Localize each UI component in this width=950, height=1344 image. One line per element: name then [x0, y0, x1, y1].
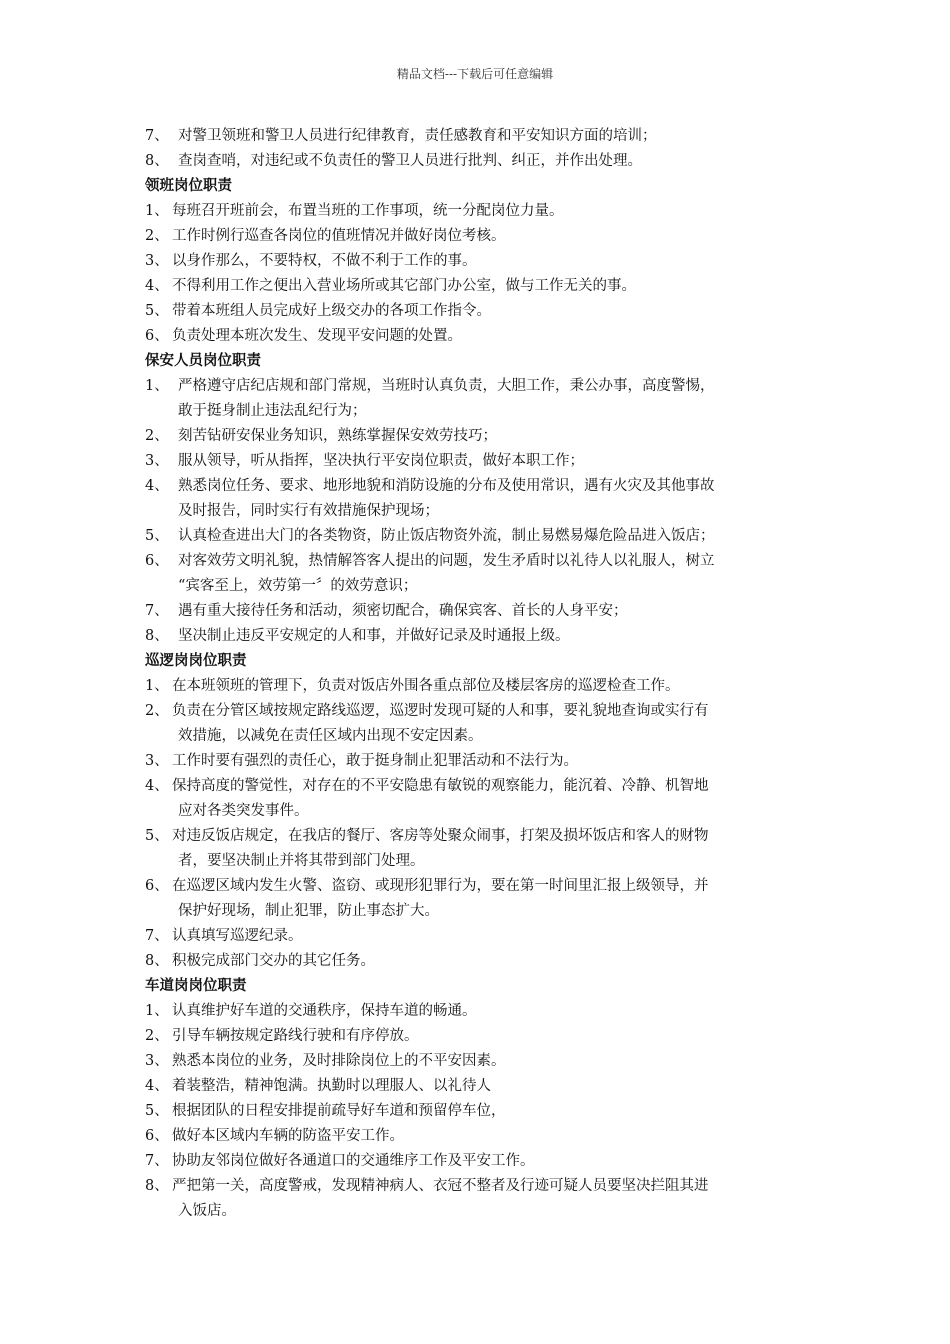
list-item — [145, 1099, 810, 1124]
list-item-number: 2、 — [145, 703, 169, 719]
list-item-number: 4、 — [145, 778, 169, 794]
list-item-number: 7、 — [145, 603, 169, 619]
list-item — [145, 1124, 810, 1149]
list-item-text: 严把第一关，高度警戒，发现精神病人、衣冠不整者及行迹可疑人员要坚决拦阻其进 — [172, 1178, 709, 1194]
list-item-text: 查岗查哨，对违纪或不负责任的警卫人员进行批判、纠正，并作出处理。 — [178, 153, 642, 169]
document-body — [145, 124, 810, 1224]
list-item-number: 2、 — [145, 428, 169, 444]
list-item-text: 服从领导，听从指挥，坚决执行平安岗位职责，做好本职工作； — [178, 453, 584, 469]
list-item-text: 在本班领班的管理下，负责对饭店外围各重点部位及楼层客房的巡逻检查工作。 — [172, 678, 680, 694]
list-item — [145, 474, 810, 499]
list-item-text: 着装整浩，精神饱满。执勤时以理服人、以礼待人 — [172, 1078, 491, 1094]
list-item-text: 对违反饭店规定，在我店的餐厅、客房等处聚众闹事，打架及损坏饭店和客人的财物 — [172, 828, 709, 844]
list-item-number: 3、 — [145, 253, 169, 269]
list-item-number: 8、 — [145, 953, 169, 969]
list-item-number: 5、 — [145, 1103, 169, 1119]
list-item — [145, 749, 810, 774]
list-item-number: 8、 — [145, 1178, 169, 1194]
list-item-number: 6、 — [145, 1128, 169, 1144]
list-item-text: 认真填写巡逻纪录。 — [172, 928, 303, 944]
list-item — [145, 924, 810, 949]
list-item-number: 4、 — [145, 278, 169, 294]
list-item-number: 7、 — [145, 1153, 169, 1169]
list-item — [145, 1024, 810, 1049]
list-item-number: 8、 — [145, 153, 169, 169]
list-item-number: 2、 — [145, 228, 169, 244]
list-item-text: 根据团队的日程安排提前疏导好车道和预留停车位， — [172, 1103, 506, 1119]
list-item-text: 负责处理本班次发生、发现平安问题的处置。 — [172, 328, 462, 344]
list-item-number: 3、 — [145, 453, 169, 469]
list-item — [145, 274, 810, 299]
list-item-number: 5、 — [145, 828, 169, 844]
list-item-text: 负责在分管区域按规定路线巡逻，巡逻时发现可疑的人和事，要礼貌地查询或实行有 — [172, 703, 709, 719]
list-item — [145, 1074, 810, 1099]
list-item-text: 严格遵守店纪店规和部门常规，当班时认真负责，大胆工作，秉公办事，高度警惕， — [178, 378, 715, 394]
list-item-text: 对警卫领班和警卫人员进行纪律教育，责任感教育和平安知识方面的培训； — [178, 128, 657, 144]
list-item — [145, 324, 810, 349]
list-item — [145, 699, 810, 724]
list-item-text: 协助友邻岗位做好各通道口的交通维序工作及平安工作。 — [172, 1153, 535, 1169]
list-item — [145, 299, 810, 324]
list-item-number: 5、 — [145, 528, 169, 544]
list-item-number: 6、 — [145, 328, 169, 344]
list-item-continuation: 及时报告，同时实行有效措施保护现场； — [178, 503, 439, 519]
list-item — [145, 124, 810, 149]
list-item — [145, 1174, 810, 1199]
list-item — [145, 549, 810, 574]
section-heading: 领班岗位职责 — [145, 178, 232, 194]
list-item-continuation: 敢于挺身制止违法乱纪行为； — [178, 403, 367, 419]
list-item-text: 保持高度的警觉性，对存在的不平安隐患有敏锐的观察能力，能沉着、冷静、机智地 — [172, 778, 709, 794]
list-item-text: 工作时例行巡查各岗位的值班情况并做好岗位考核。 — [172, 228, 506, 244]
list-item-number: 3、 — [145, 753, 169, 769]
list-item-text: 不得利用工作之便出入营业场所或其它部门办公室，做与工作无关的事。 — [172, 278, 636, 294]
list-item — [145, 874, 810, 899]
list-item-number: 5、 — [145, 303, 169, 319]
list-item — [145, 999, 810, 1024]
section-heading: 车道岗岗位职责 — [145, 978, 247, 994]
list-item — [145, 449, 810, 474]
list-item-continuation: 保护好现场，制止犯罪，防止事态扩大。 — [178, 903, 439, 919]
list-item — [145, 224, 810, 249]
list-item — [145, 1049, 810, 1074]
list-item-number: 3、 — [145, 1053, 169, 1069]
list-item-text: 积极完成部门交办的其它任务。 — [172, 953, 375, 969]
list-item-number: 8、 — [145, 628, 169, 644]
list-item-continuation: 者，要坚决制止并将其带到部门处理。 — [178, 853, 425, 869]
list-item-number: 1、 — [145, 1003, 169, 1019]
list-item — [145, 674, 810, 699]
list-item-text: 以身作那么，不要特权，不做不利于工作的事。 — [172, 253, 477, 269]
list-item — [145, 774, 810, 799]
list-item — [145, 149, 810, 174]
list-item-number: 2、 — [145, 1028, 169, 1044]
list-item — [145, 199, 810, 224]
list-item-number: 4、 — [145, 478, 169, 494]
list-item — [145, 424, 810, 449]
list-item-continuation: 应对各类突发事件。 — [178, 803, 309, 819]
list-item-number: 7、 — [145, 928, 169, 944]
list-item-text: 对客效劳文明礼貌，热情解答客人提出的问题，发生矛盾时以礼待人以礼服人，树立 — [178, 553, 715, 569]
list-item-text: 在巡逻区域内发生火警、盗窃、或现形犯罪行为，要在第一时间里汇报上级领导，并 — [172, 878, 709, 894]
section-heading: 巡逻岗岗位职责 — [145, 653, 247, 669]
list-item-text: 坚决制止违反平安规定的人和事，并做好记录及时通报上级。 — [178, 628, 570, 644]
list-item-text: 每班召开班前会，布置当班的工作事项，统一分配岗位力量。 — [172, 203, 564, 219]
list-item-text: 认真维护好车道的交通秩序，保持车道的畅通。 — [172, 1003, 477, 1019]
list-item-text: 熟悉本岗位的业务，及时排除岗位上的不平安因素。 — [172, 1053, 506, 1069]
list-item-number: 6、 — [145, 878, 169, 894]
list-item-number: 4、 — [145, 1078, 169, 1094]
list-item — [145, 624, 810, 649]
list-item-continuation: 入饭店。 — [178, 1203, 236, 1219]
list-item — [145, 249, 810, 274]
list-item-text: 做好本区域内车辆的防盗平安工作。 — [172, 1128, 404, 1144]
list-item-number: 7、 — [145, 128, 169, 144]
list-item — [145, 824, 810, 849]
list-item-text: 刻苦钻研安保业务知识，熟练掌握保安效劳技巧； — [178, 428, 497, 444]
list-item — [145, 599, 810, 624]
list-item-text: 遇有重大接待任务和活动，须密切配合，确保宾客、首长的人身平安； — [178, 603, 628, 619]
list-item-text: 带着本班组人员完成好上级交办的各项工作指令。 — [172, 303, 491, 319]
list-item — [145, 949, 810, 974]
list-item — [145, 374, 810, 399]
list-item-continuation: 效措施，以减免在责任区域内出现不安定因素。 — [178, 728, 483, 744]
section-heading: 保安人员岗位职责 — [145, 353, 261, 369]
list-item — [145, 524, 810, 549]
list-item-continuation: “宾客至上，效劳第一〞的效劳意识； — [178, 578, 418, 594]
list-item-text: 引导车辆按规定路线行驶和有序停放。 — [172, 1028, 419, 1044]
page-header: 精品文档---下载后可任意编辑 — [396, 67, 554, 81]
list-item-number: 1、 — [145, 678, 169, 694]
list-item-text: 认真检查进出大门的各类物资，防止饭店物资外流，制止易燃易爆危险品进入饭店； — [178, 528, 715, 544]
list-item-text: 熟悉岗位任务、要求、地形地貌和消防设施的分布及使用常识，遇有火灾及其他事故 — [178, 478, 715, 494]
list-item-text: 工作时要有强烈的责任心，敢于挺身制止犯罪活动和不法行为。 — [172, 753, 578, 769]
list-item — [145, 1149, 810, 1174]
list-item-number: 6、 — [145, 553, 169, 569]
list-item-number: 1、 — [145, 378, 169, 394]
list-item-number: 1、 — [145, 203, 169, 219]
